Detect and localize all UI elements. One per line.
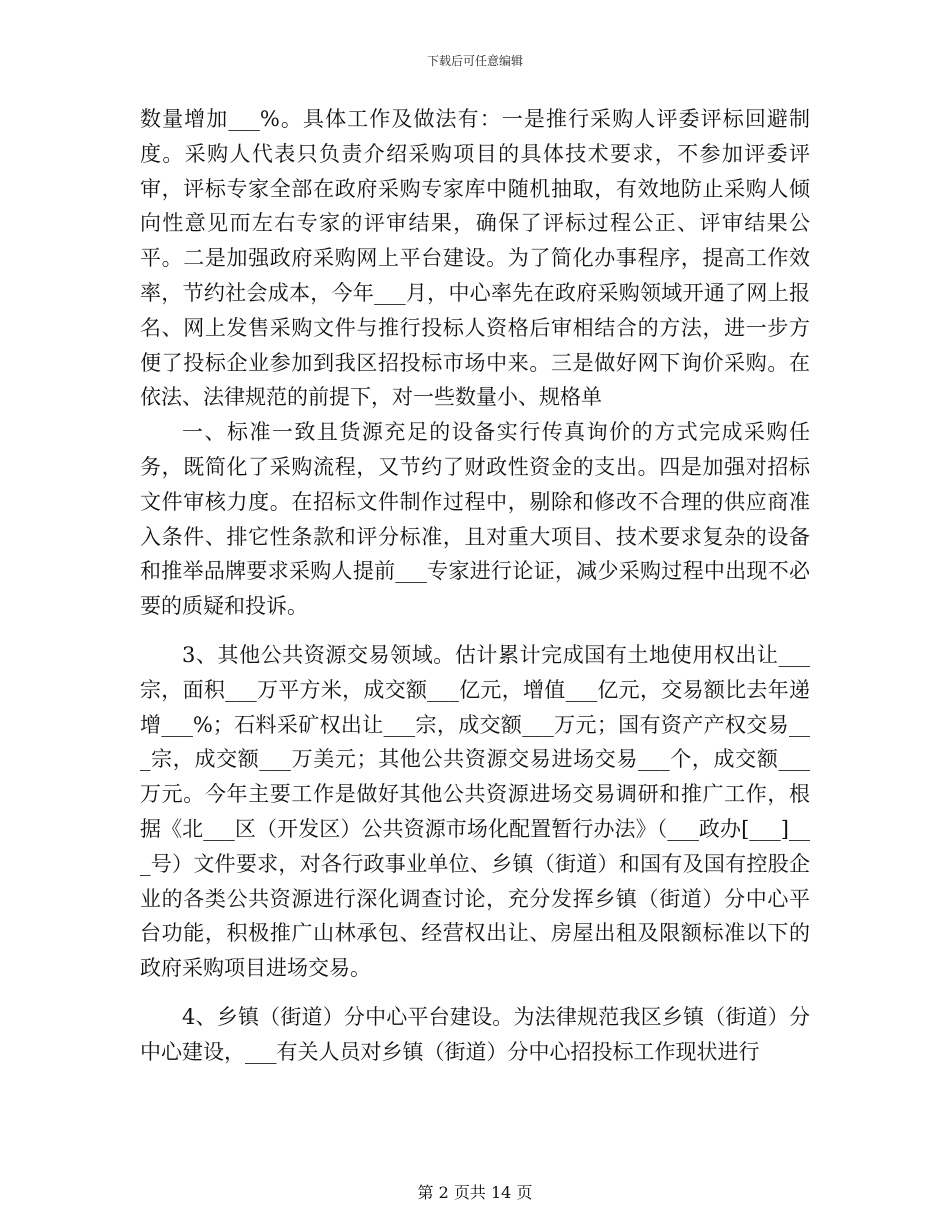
- page-header: 下载后可任意编辑: [426, 54, 523, 68]
- page-number: 第 2 页共 14 页: [417, 1183, 533, 1202]
- document-body: [140, 102, 810, 1070]
- paragraph-item-one: 一、标准一致且货源充足的设备实行传真询价的方式完成采购任务，既简化了采购流程，又节约了财政性资金的支出。四是加强对招标文件审核力度。在招标文件制作过程中，剔除和修改不合理的供应商准入条件、排它性条款和评分标准，且对重大项目、技术要求复杂的设备和推举品牌要求采购人提前___专家进行论证，减少采购过程中出现不必要的质疑和投诉。: [140, 420, 810, 619]
- paragraph-item-three: 3、其他公共资源交易领域。估计累计完成国有土地使用权出让___宗，面积___万平方米，成交额___亿元，增值___亿元，交易额比去年递增___%；石料采矿权出让___宗，成交额___万元；国有资产产权交易___宗，成交额___万美元；其他公共资源交易进场交易___个，成交额___万元。今年主要工作是做好其他公共资源进场交易调研和推广工作，根据《北___区（开发区）公共资源市场化配置暂行办法》（___政办[___]___号）文件要求，对各行政事业单位、乡镇（街道）和国有及国有控股企业的各类公共资源进行深化调查讨论，充分发挥乡镇（街道）分中心平台功能，积极推广山林承包、经营权出让、房屋出租及限额标准以下的政府采购项目进场交易。: [140, 642, 810, 981]
- paragraph-procurement-measures: 数量增加___%。具体工作及做法有：一是推行采购人评委评标回避制度。采购人代表只负责介绍采购项目的具体技术要求，不参加评委评审，评标专家全部在政府采购专家库中随机抽取，有效地防止采购人倾向性意见而左右专家的评审结果，确保了评标过程公正、评审结果公平。二是加强政府采购网上平台建设。为了简化办事程序，提高工作效率，节约社会成本，今年___月，中心率先在政府采购领域开通了网上报名、网上发售采购文件与推行投标人资格后审相结合的方法，进一步方便了投标企业参加到我区招投标市场中来。三是做好网下询价采购。在依法、法律规范的前提下，对一些数量小、规格单: [140, 107, 810, 410]
- paragraph-item-four: 4、乡镇（街道）分中心平台建设。为法律规范我区乡镇（街道）分中心建设，___有关人员对乡镇（街道）分中心招投标工作现状进行: [140, 1004, 810, 1064]
